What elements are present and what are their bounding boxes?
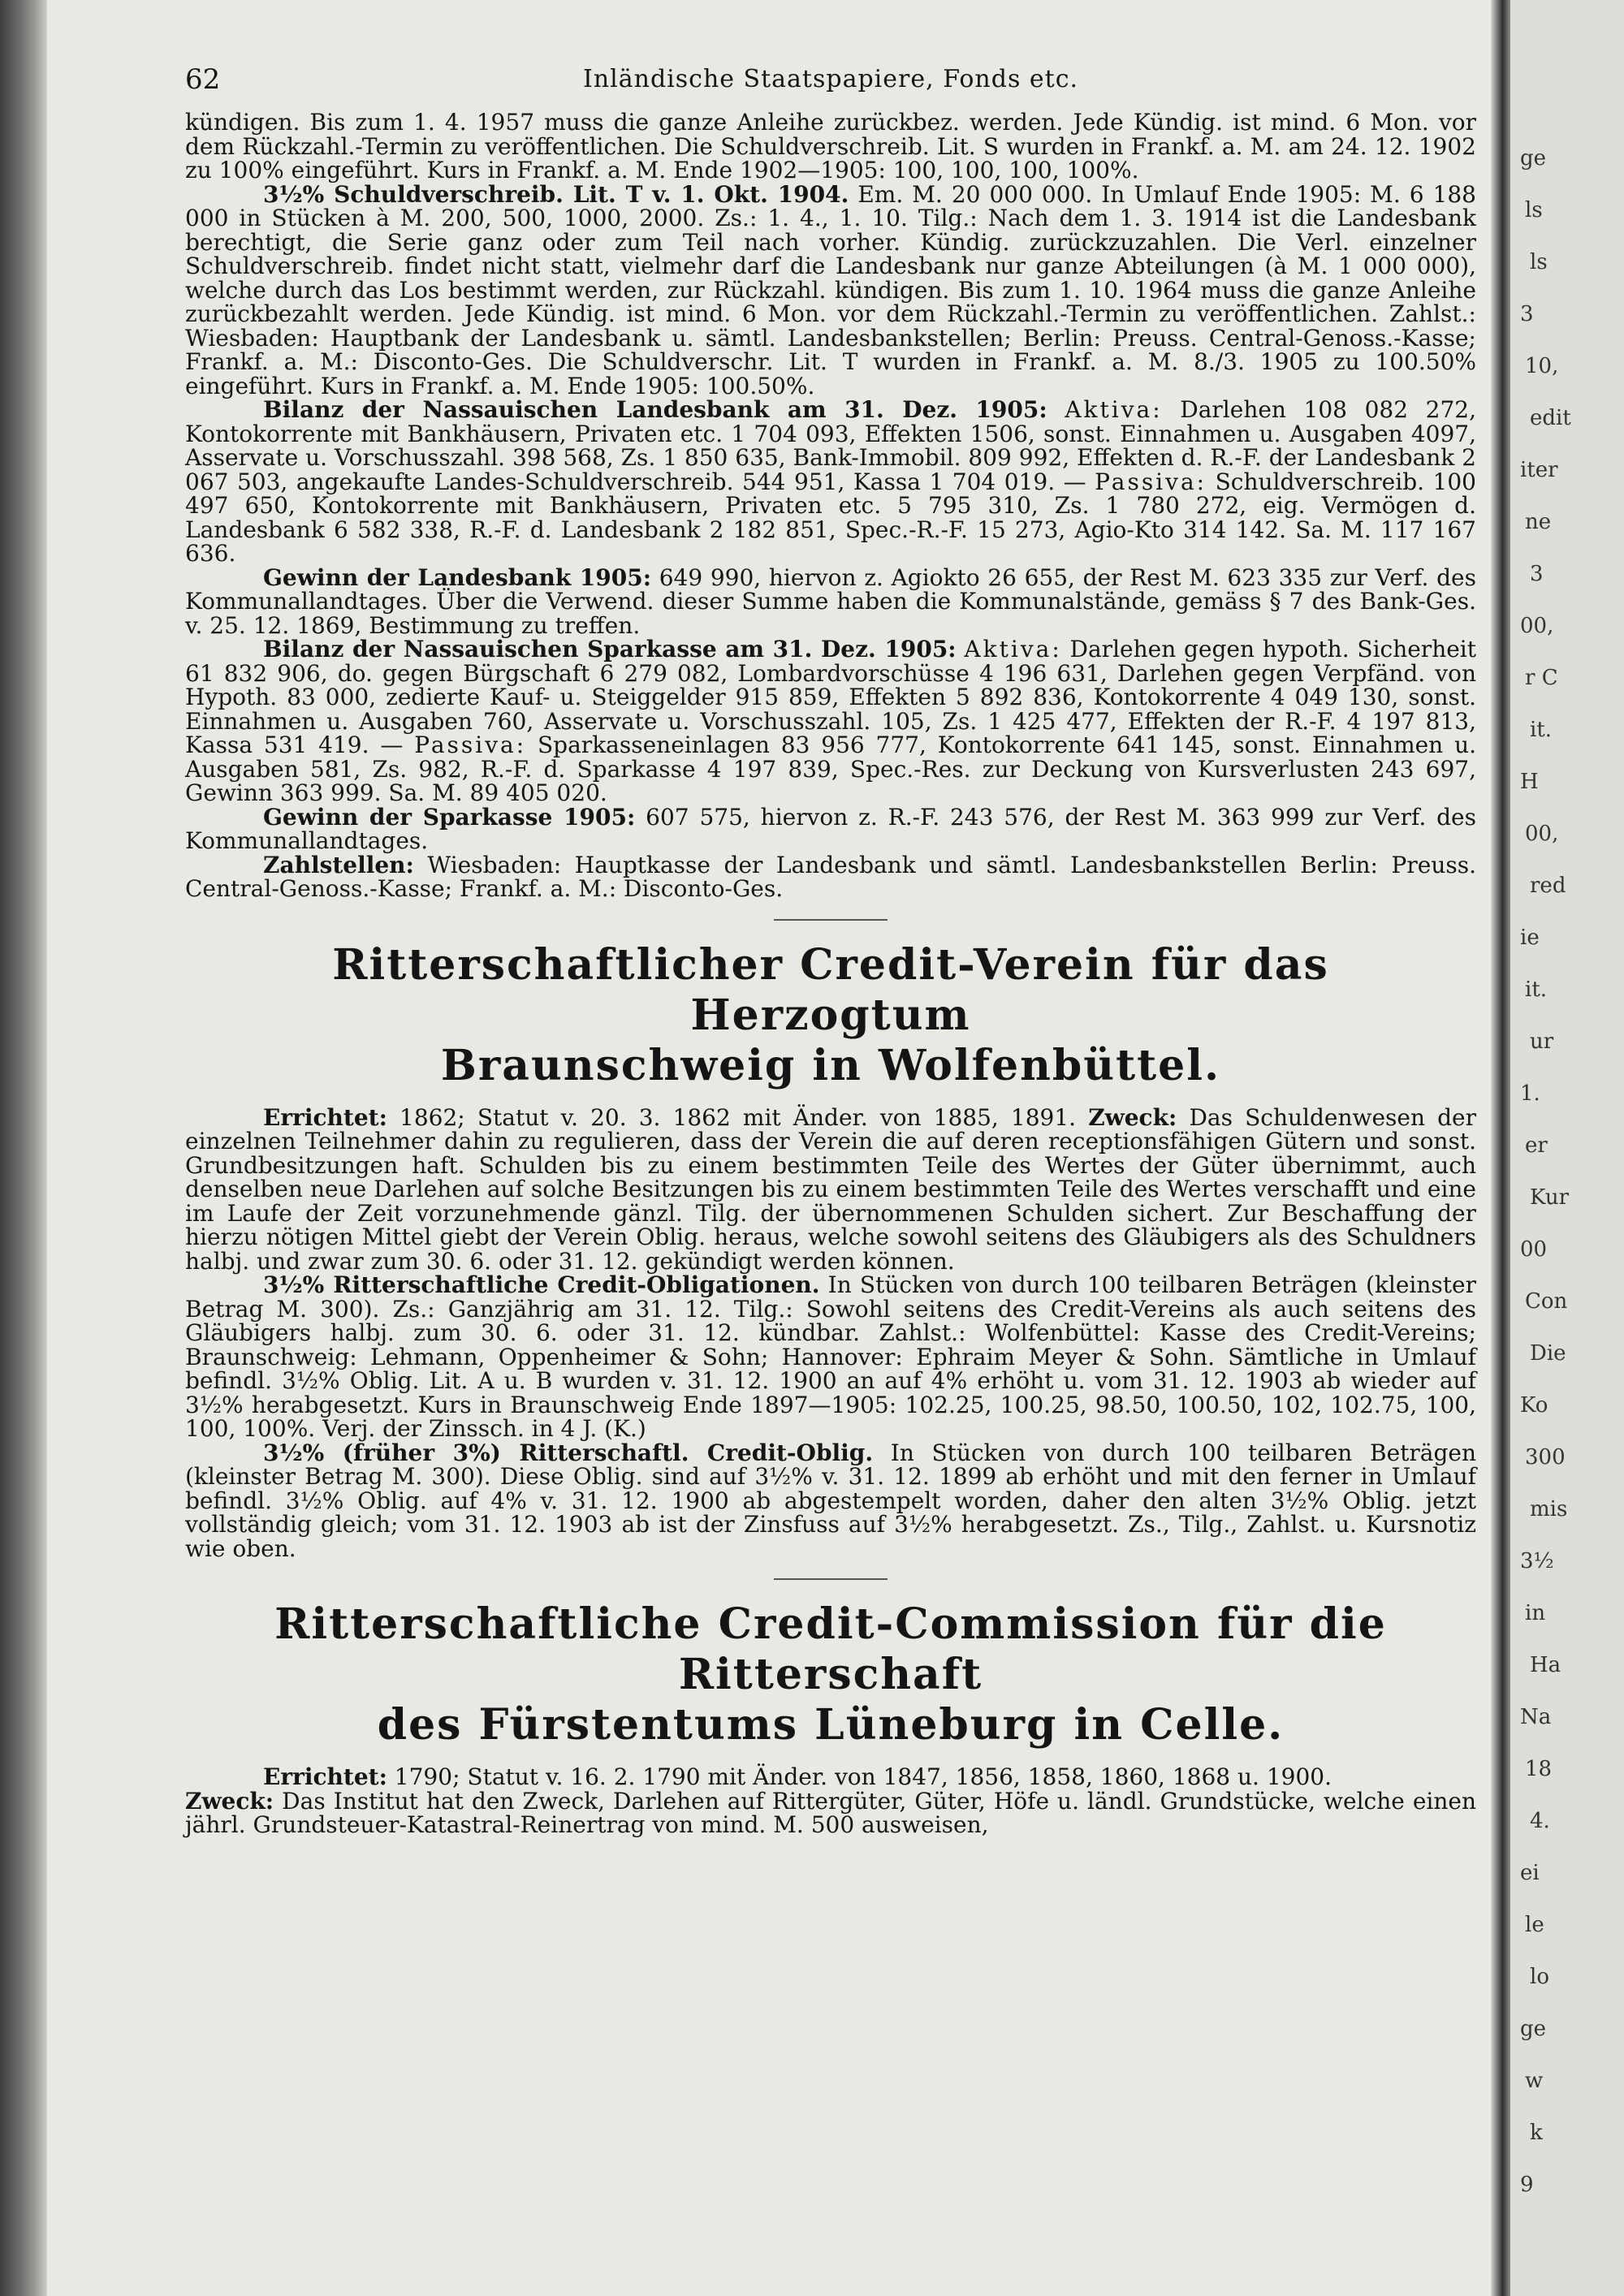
entry-heading: Gewinn der Sparkasse 1905:	[263, 803, 636, 831]
margin-fragment: 1.	[1520, 1081, 1540, 1106]
paragraph-text: In Stücken von durch 100 teilbaren Beträgen (kleinster Betrag M. 300). Diese Oblig. sind auf 3½% v. 31. 12. 1899 ab erhöht und mit den ferner in Umlauf befindl. 3½% Oblig. auf 4% v. 31. 12. 1900 ab abgestempelt worden, daher den alten 3½% Oblig. jetzt vollständig gleich; vom 31. 12. 1903 ab ist der Zinsfuss auf 3½% herabgesetzt. Zs., Tilg., Zahlst. u. Kursnotiz wie oben.	[185, 1439, 1476, 1562]
margin-fragment: ge	[1520, 146, 1547, 170]
paragraph	[185, 398, 1476, 566]
entry-heading: 3½% Schuldverschreib. Lit. T v. 1. Okt. 1904.	[263, 180, 849, 208]
section-divider	[774, 919, 888, 921]
margin-fragment: er	[1525, 1133, 1548, 1158]
section-title: Ritterschaftliche Credit-Commission für die Ritterschaft	[274, 1599, 1387, 1699]
margin-fragment: 4.	[1530, 1809, 1550, 1833]
paragraph-text: Darlehen gegen hypoth. Sicherheit 61 832 906, do. gegen Bürgschaft 6 279 082, Lombardvorschüsse 4 196 631, Darlehen gegen Verpfänd. von Hypoth. 83 000, zedierte Kauf- u. Steiggelder 915 859, Effekten 5 892 836, Kontokorrente 4 049 130, sonst. Einnahmen u. Ausgaben 760, Asservate u. Vorschusszahl. 105, Zs. 1 425 477, Effekten der R.-F. 4 197 813, Kassa 531 419. —	[185, 636, 1476, 758]
entry-heading: Gewinn der Landesbank 1905:	[263, 563, 652, 591]
section-lueneburg	[185, 1599, 1476, 1837]
paragraph-text: Das Schuldenwesen der einzelnen Teilnehmer dahin zu regulieren, dass der Verein die auf deren receptionsfähigen Gütern und sonst. Grundbesitzungen haft. Schulden bis zu einem bestimmten Teile des Wertes der Güter übernimmt, auch denselben neue Darlehen auf solche Besitzungen bis zu einem bestimmten Teile des Wertes verschafft und eine im Laufe der Zeit vorzunehmende gänzl. Tilg. der übernommenen Schulden sichert. Zur Beschaffung der hierzu nötigen Mittel giebt der Verein Oblig. heraus, welche sowohl seitens des Gläubigers als des Schuldners halbj. und zwar zum 30. 6. oder 31. 12. gekündigt werden können.	[185, 1103, 1476, 1275]
margin-fragment: 00,	[1525, 822, 1559, 846]
paragraph-text: 649 990, hiervon z. Agiokto 26 655, der Rest M. 623 335 zur Verf. des Kommunallandtages. Über die Verwend. dieser Summe haben die Kommunalstände, gemäss § 7 des Bank-Ges. v. 25. 12. 1869, Bestimmung zu treffen.	[185, 563, 1476, 639]
margin-fragment: 300	[1525, 1445, 1566, 1470]
paragraph	[185, 1789, 1476, 1837]
margin-fragment: ls	[1530, 250, 1548, 274]
margin-fragment: in	[1525, 1601, 1546, 1625]
entry-heading: Zweck:	[185, 1787, 274, 1815]
entry-heading: 3½% Ritterschaftliche Credit-Obligationen.	[263, 1271, 820, 1298]
header-title: Inländische Staatspapiere, Fonds etc.	[582, 65, 1079, 93]
section-divider	[774, 1578, 888, 1580]
paragraph-text: 607 575, hiervon z. R.-F. 243 576, der Rest M. 363 999 zur Verf. des Kommunallandtages.	[185, 803, 1476, 854]
aktiva-label: Aktiva:	[1065, 396, 1163, 423]
margin-fragment: 3½	[1520, 1549, 1554, 1573]
margin-fragment: le	[1525, 1913, 1544, 1937]
paragraph-text: Em. M. 20 000 000. In Umlauf Ende 1905: M. 6 188 000 in Stücken à M. 200, 500, 1000, 2000. Zs.: 1. 4., 1. 10. Tilg.: Nach dem 1. 3. 1914 ist die Landesbank berechtigt, die Serie ganz oder zum Teil nach vorher. Kündig. zurückzuzahlen. Die Verl. einzelner Schuldverschreib. findet nicht statt, vielmehr darf die Landesbank nur ganze Abteilungen (à M. 1 000 000), welche durch das Los bestimmt werden, zur Rückzahl. kündigen. Bis zum 1. 10. 1964 muss die ganze Anleihe zurückbezahlt werden. Jede Kündig. ist mind. 6 Mon. vor dem Rückzahl.-Termin zu veröffentlichen. Zahlst.: Wiesbaden: Hauptbank der Landesbank u. sämtl. Landesbankstellen; Berlin: Preuss. Central-Genoss.-Kasse; Frankf. a. M.: Disconto-Ges. Die Schuldverschr. Lit. T wurden in Frankf. a. M. 8./3. 1905 zu 100.50% eingeführt. Kurs in Frankf. a. M. Ende 1905: 100.50%.	[185, 180, 1476, 399]
margin-fragment: Con	[1525, 1289, 1568, 1314]
aktiva-label: Aktiva:	[964, 636, 1062, 662]
margin-fragment: 18	[1525, 1757, 1553, 1781]
section-braunschweig	[185, 940, 1476, 1561]
paragraph-text: 1790; Statut v. 16. 2. 1790 mit Änder. von 1847, 1856, 1858, 1860, 1868 u. 1900.	[387, 1763, 1332, 1790]
running-head	[185, 54, 1476, 110]
entry-heading: Bilanz der Nassauischen Landesbank am 31. Dez. 1905:	[263, 396, 1047, 423]
margin-fragment: it.	[1530, 718, 1553, 742]
paragraph	[185, 805, 1476, 853]
paragraph-text: In Stücken von durch 100 teilbaren Beträgen (kleinster Betrag M. 300). Zs.: Ganzjährig am 31. 12. Tilg.: Sowohl seitens des Credit-Vereins als auch seitens des Gläubigers halbj. zum 30. 6. oder 31. 12. kündbar. Zahlst.: Wolfenbüttel: Kasse des Credit-Vereins; Braunschweig: Lehmann, Oppenheimer & Sohn; Hannover: Ephraim Meyer & Sohn. Sämtliche in Umlauf befindl. 3½% Oblig. Lit. A u. B wurden v. 31. 12. 1900 an auf 4% erhöht u. vom 31. 12. 1903 ab wieder auf 3½% herabgesetzt. Kurs in Braunschweig Ende 1897—1905: 102.25, 100.25, 98.50, 100.50, 102, 102.75, 100, 100, 100%. Verj. der Zinssch. in 4 J. (K.)	[185, 1271, 1476, 1442]
paragraph-text: Sparkasseneinlagen 83 956 777, Kontokorrente 641 145, sonst. Einnahmen u. Ausgaben 581, Zs. 982, R.-F. d. Sparkasse 4 197 839, Spec.-Res. zur Deckung von Kursverlusten 243 697, Gewinn 363 999. Sa. M. 89 405 020.	[185, 732, 1477, 806]
margin-fragment: Ha	[1530, 1653, 1561, 1677]
paragraph	[185, 1273, 1476, 1441]
margin-fragment: 3	[1520, 302, 1534, 326]
paragraph	[185, 853, 1476, 901]
margin-fragment: ei	[1520, 1861, 1540, 1885]
paragraph-text: Schuldverschreib. 100 497 650, Kontokorrente mit Bankhäusern, Privaten etc. 5 795 310, Zs. 1 780 272, eig. Vermögen d. Landesbank 6 582 338, R.-F. d. Landesbank 2 182 851, Spec.-R.-F. 15 273, Agio-Kto 314 142. Sa. M. 117 167 636.	[185, 468, 1476, 567]
margin-fragment: lo	[1530, 1965, 1549, 1989]
page-gutter	[1491, 0, 1510, 2296]
entry-heading: Zahlstellen:	[263, 851, 414, 878]
section-title-line2: Braunschweig in Wolfenbüttel.	[440, 1040, 1221, 1090]
paragraph	[185, 1441, 1476, 1561]
margin-fragment: H	[1520, 770, 1539, 794]
margin-fragment: it.	[1525, 978, 1548, 1002]
section-title: Ritterschaftlicher Credit-Verein für das Herzogtum	[332, 939, 1329, 1040]
entry-heading: Errichtet:	[263, 1763, 387, 1790]
paragraph-text: 1862; Statut v. 20. 3. 1862 mit Änder. von 1885, 1891.	[387, 1103, 1077, 1131]
paragraph-text: Wiesbaden: Hauptkasse der Landesbank und sämtl. Landesbankstellen Berlin: Preuss. Central-Genoss.-Kasse; Frankf. a. M.: Disconto-Ges.	[185, 851, 1476, 902]
margin-fragment: 00	[1520, 1237, 1548, 1262]
page-number: 62	[185, 63, 221, 96]
paragraph-text: Darlehen 108 082 272, Kontokorrente mit Bankhäusern, Privaten etc. 1 704 093, Effekten 1506, sonst. Einnahmen u. Ausgaben 4097, Asservate u. Vorschusszahl. 398 568, Zs. 1 850 635, Bank-Immobil. 809 992, Effekten d. R.-F. der Landesbank 2 067 503, angekaufte Landes-Schuldverschreib. 544 951, Kassa 1 704 019. —	[185, 396, 1476, 495]
paragraph	[185, 563, 1476, 639]
entry-heading: 3½% (früher 3%) Ritterschaftl. Credit-Oblig.	[263, 1439, 874, 1466]
margin-fragment: iter	[1520, 458, 1558, 482]
paragraph	[185, 1765, 1476, 1789]
margin-fragment: ls	[1525, 198, 1543, 222]
paragraph	[185, 637, 1476, 805]
passiva-label: Passiva:	[1095, 468, 1207, 495]
margin-fragment: 10,	[1525, 354, 1559, 378]
margin-fragment: ur	[1530, 1029, 1554, 1054]
margin-fragment: Die	[1530, 1341, 1566, 1366]
margin-fragment: ie	[1520, 926, 1540, 950]
margin-fragment: Ko	[1520, 1393, 1548, 1418]
page-content	[185, 54, 1476, 1837]
margin-fragment: 9	[1520, 2173, 1534, 2197]
paragraph	[185, 110, 1476, 183]
paragraph-text: Das Institut hat den Zweck, Darlehen auf Rittergüter, Güter, Höfe u. ländl. Grundstücke, welche einen jährl. Grundsteuer-Katastral-Reinertrag von mind. M. 500 ausweisen,	[185, 1787, 1476, 1838]
book-binding-edge	[0, 0, 47, 2296]
margin-fragment: w	[1525, 2069, 1544, 2093]
entry-heading: Errichtet:	[263, 1103, 387, 1131]
margin-fragment: ge	[1520, 2017, 1547, 2041]
section-nassau	[185, 110, 1476, 901]
margin-fragment: 3	[1530, 562, 1544, 586]
paragraph	[185, 1103, 1476, 1275]
entry-heading: Zweck:	[1088, 1103, 1177, 1131]
passiva-label: Passiva:	[414, 732, 527, 758]
margin-fragment: edit	[1530, 406, 1571, 430]
margin-fragment: mis	[1530, 1497, 1568, 1521]
margin-fragment: k	[1530, 2121, 1543, 2145]
paragraph-text: kündigen. Bis zum 1. 4. 1957 muss die ganze Anleihe zurückbez. werden. Jede Kündig. ist mind. 6 Mon. vor dem Rückzahl.-Termin zu veröffentlichen. Die Schuldverschreib. Lit. S wurden in Frankf. a. M. am 24. 12. 1902 zu 100% eingeführt. Kurs in Frankf. a. M. Ende 1902—1905: 100, 100, 100, 100%.	[185, 109, 1476, 183]
margin-fragment: red	[1530, 874, 1566, 898]
margin-fragment: ne	[1525, 510, 1552, 534]
paragraph	[185, 180, 1476, 399]
margin-fragment: Na	[1520, 1705, 1552, 1729]
margin-fragment: Kur	[1530, 1185, 1570, 1210]
entry-heading: Bilanz der Nassauischen Sparkasse am 31. Dez. 1905:	[263, 636, 957, 662]
margin-fragment: r C	[1525, 666, 1558, 690]
section-title-line2: des Fürstentums Lüneburg in Celle.	[377, 1700, 1285, 1750]
margin-fragment: 00,	[1520, 614, 1554, 638]
